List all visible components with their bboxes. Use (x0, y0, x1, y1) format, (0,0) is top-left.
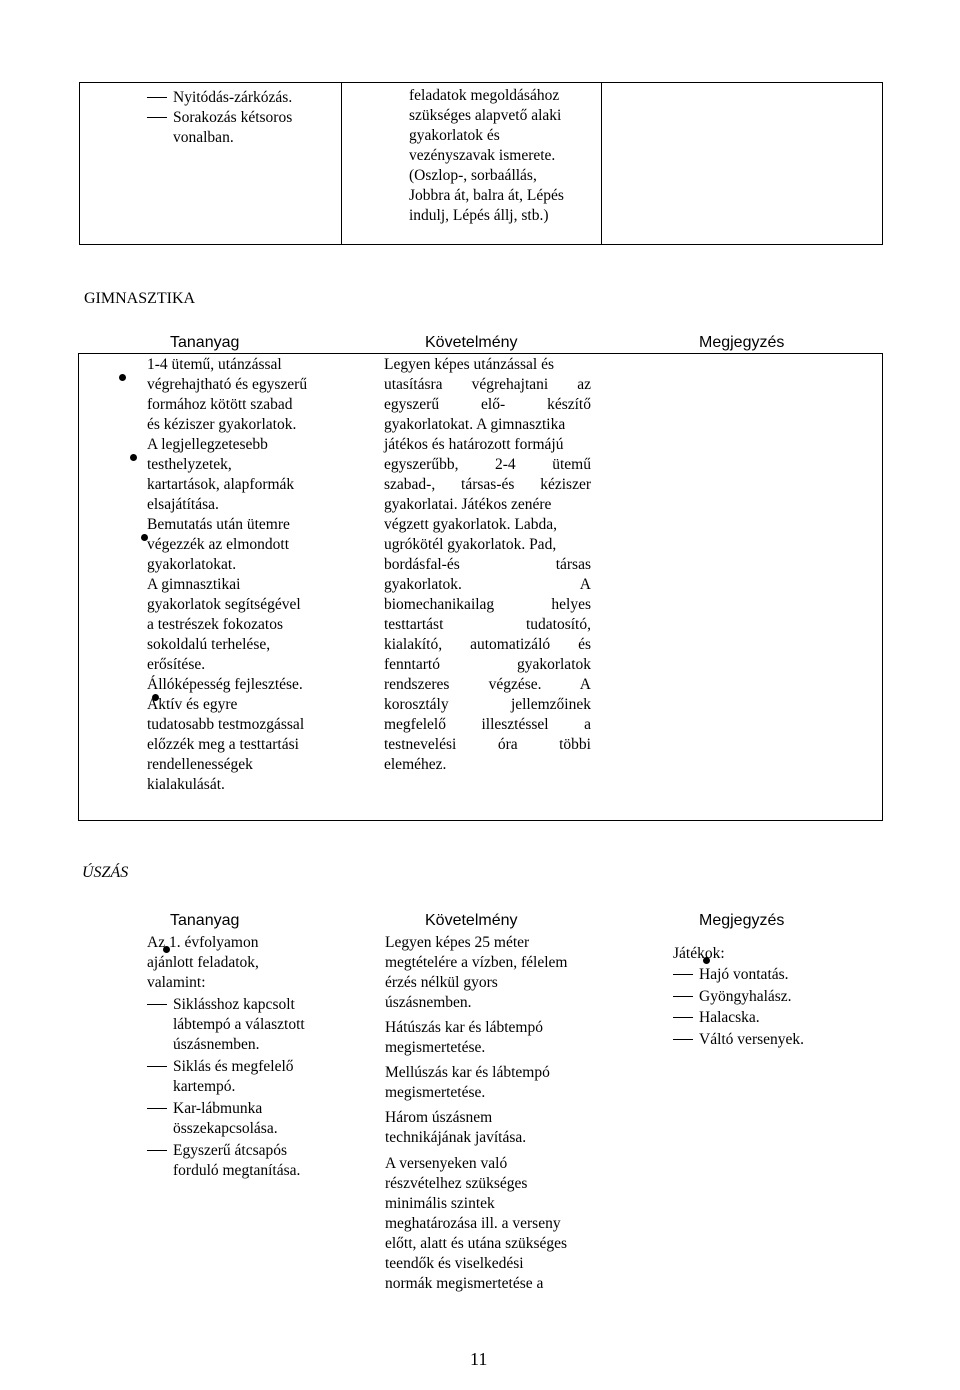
list-item: Egyszerű átcsapós (147, 1141, 287, 1161)
dash-bullet-icon (147, 1108, 167, 1109)
top-table-divider (341, 82, 342, 245)
column-header-tananyag: Tananyag (170, 912, 240, 929)
text-line: gyakorlatokat. A gimnasztika (384, 416, 566, 433)
list-item: Az 1. évfolyamon (147, 934, 259, 951)
text-line: (Oszlop-, sorbaállás, (409, 167, 537, 184)
text-line: erősítése. (147, 656, 206, 673)
dash-bullet-icon (147, 117, 167, 118)
text-line: gyakorlatok. A (384, 576, 591, 593)
text-line: A gimnasztikai (147, 576, 241, 593)
dash-bullet-icon (147, 1066, 167, 1067)
page-number: 11 (470, 1349, 488, 1369)
text-line: megfelelő illesztéssel a (384, 716, 591, 733)
column-header-kovetelmeny: Követelmény (425, 334, 518, 351)
text-line: érzés nélkül gyors (385, 974, 498, 991)
text-line: fenntartó gyakorlatok (384, 656, 591, 673)
text-line: Állóképesség fejlesztése. (147, 676, 303, 693)
text-line: szabad-, társas-és kéziszer (384, 476, 591, 493)
text-line: ugrókötél gyakorlatok. Pad, (384, 536, 557, 553)
text-line: Bemutatás után ütemre (147, 516, 290, 533)
gimnasztika-col2 (384, 355, 591, 775)
text-line: meghatározása ill. a verseny (385, 1215, 561, 1232)
text-line: testtartást tudatosító, (384, 616, 591, 633)
list-item: Hajó vontatás. (673, 965, 789, 985)
games-title: Játékok: (673, 945, 725, 962)
text-line: megtételére a vízben, félelem (385, 954, 568, 971)
text-line: bordásfal-és társas (384, 556, 591, 573)
text-line: kialakulását. (147, 776, 225, 793)
section-heading-gimnasztika: GIMNASZTIKA (84, 290, 196, 307)
text-line: kartartások, alapformák (147, 476, 295, 493)
dash-bullet-icon (673, 1039, 693, 1040)
text-line: testhelyzetek, (147, 456, 232, 473)
text-line: megismertetése. (385, 1039, 486, 1056)
text-line: szükséges alapvető alaki (409, 107, 562, 124)
dash-bullet-icon (147, 1004, 167, 1005)
list-item-continuation: vonalban. (173, 129, 234, 146)
text-line: testnevelési óra többi (384, 736, 591, 753)
text-line: játékos és határozott formájú (384, 436, 564, 453)
column-header-kovetelmeny: Követelmény (425, 912, 518, 929)
text-line: kartempó. (173, 1078, 236, 1095)
text-line: úszásnemben. (385, 994, 472, 1011)
text-line: előzzék meg a testtartási (147, 736, 299, 753)
list-item: Nyitódás-zárkózás. (147, 88, 292, 108)
text-line: gyakorlatokat. (147, 556, 237, 573)
text-line: biomechanikailag helyes (384, 596, 591, 613)
list-item: Halacska. (673, 1008, 760, 1028)
text-line: végrehajtható és egyszerű (147, 376, 308, 393)
text-line: rendszeres végzése. A (384, 676, 591, 693)
text-line: megismertetése. (385, 1084, 486, 1101)
text-line: előtt, alatt és utána szükséges (385, 1235, 568, 1252)
text-line: Legyen képes 25 méter (385, 934, 530, 951)
column-header-megjegyzes: Megjegyzés (699, 912, 785, 929)
text-line: ajánlott feladatok, (147, 954, 259, 971)
column-header-megjegyzes: Megjegyzés (699, 334, 785, 351)
dash-bullet-icon (147, 97, 167, 98)
text-line: sokoldalú terhelése, (147, 636, 271, 653)
text-line: valamint: (147, 974, 206, 991)
text-line: formához kötött szabad (147, 396, 293, 413)
text-line: gyakorlatok és (409, 127, 500, 144)
text-line: végezzék az elmondott (147, 536, 290, 553)
text-line: a testrészek fokozatos (147, 616, 283, 633)
text-line: Jobbra át, balra át, Lépés (409, 187, 564, 204)
text-line: korosztály jellemzőinek (384, 696, 591, 713)
top-table-col2 (409, 86, 564, 226)
gimnasztika-col1 (147, 355, 307, 795)
text-line: technikájának javítása. (385, 1129, 527, 1146)
text-line: teendők és viselkedési (385, 1255, 524, 1272)
text-line: elsajátítása. (147, 496, 219, 513)
text-line: Legyen képes utánzással és (384, 356, 555, 373)
bullet-icon (119, 374, 126, 381)
list-item: Gyöngyhalász. (673, 987, 792, 1007)
dash-bullet-icon (147, 1150, 167, 1151)
column-header-tananyag: Tananyag (170, 334, 240, 351)
text-line: kialakító, automatizáló és (384, 636, 591, 653)
text-line: egyszerű elő- készítő (384, 396, 591, 413)
text-line: normák megismertetése a (385, 1275, 544, 1292)
text-line: A versenyeken való (385, 1155, 508, 1172)
text-line: feladatok megoldásához (409, 87, 560, 104)
text-line: összekapcsolása. (173, 1120, 278, 1137)
text-line: és kéziszer gyakorlatok. (147, 416, 297, 433)
section-heading-uszas: ÚSZÁS (82, 864, 129, 881)
text-line: indulj, Lépés állj, stb.) (409, 207, 549, 224)
text-line: gyakorlatai. Játékos zenére (384, 496, 552, 513)
text-line: forduló megtanítása. (173, 1162, 301, 1179)
text-line: vezényszavak ismerete. (409, 147, 556, 164)
dash-bullet-icon (673, 1017, 693, 1018)
text-line: gyakorlatok segítségével (147, 596, 301, 613)
text-line: részvételhez szükséges (385, 1175, 528, 1192)
text-line: rendellenességek (147, 756, 253, 773)
dash-bullet-icon (673, 974, 693, 975)
text-line: minimális szintek (385, 1195, 495, 1212)
text-line: Három úszásnem (385, 1109, 493, 1126)
text-line: utasításra végrehajtani az (384, 376, 591, 393)
text-line: végzett gyakorlatok. Labda, (384, 516, 558, 533)
bullet-icon (130, 454, 137, 461)
list-item: Siklás és megfelelő (147, 1057, 294, 1077)
text-line: 1-4 ütemű, utánzással (147, 356, 282, 373)
text-line: Aktív és egyre (147, 696, 238, 713)
list-item: Váltó versenyek. (673, 1030, 804, 1050)
dash-bullet-icon (673, 996, 693, 997)
text-line: úszásnemben. (173, 1036, 260, 1053)
text-line: eleméhez. (384, 756, 447, 773)
list-item: Kar-lábmunka (147, 1099, 262, 1119)
text-line: Mellúszás kar és lábtempó (385, 1064, 550, 1081)
list-item: Sorakozás kétsoros (147, 108, 292, 128)
text-line: tudatosabb testmozgással (147, 716, 305, 733)
text-line: lábtempó a választott (173, 1016, 305, 1033)
top-table-divider (601, 82, 602, 245)
text-line: A legjellegzetesebb (147, 436, 268, 453)
text-line: Hátúszás kar és lábtempó (385, 1019, 543, 1036)
list-item: Siklásshoz kapcsolt (147, 995, 295, 1015)
text-line: egyszerűbb, 2-4 ütemű (384, 456, 591, 473)
